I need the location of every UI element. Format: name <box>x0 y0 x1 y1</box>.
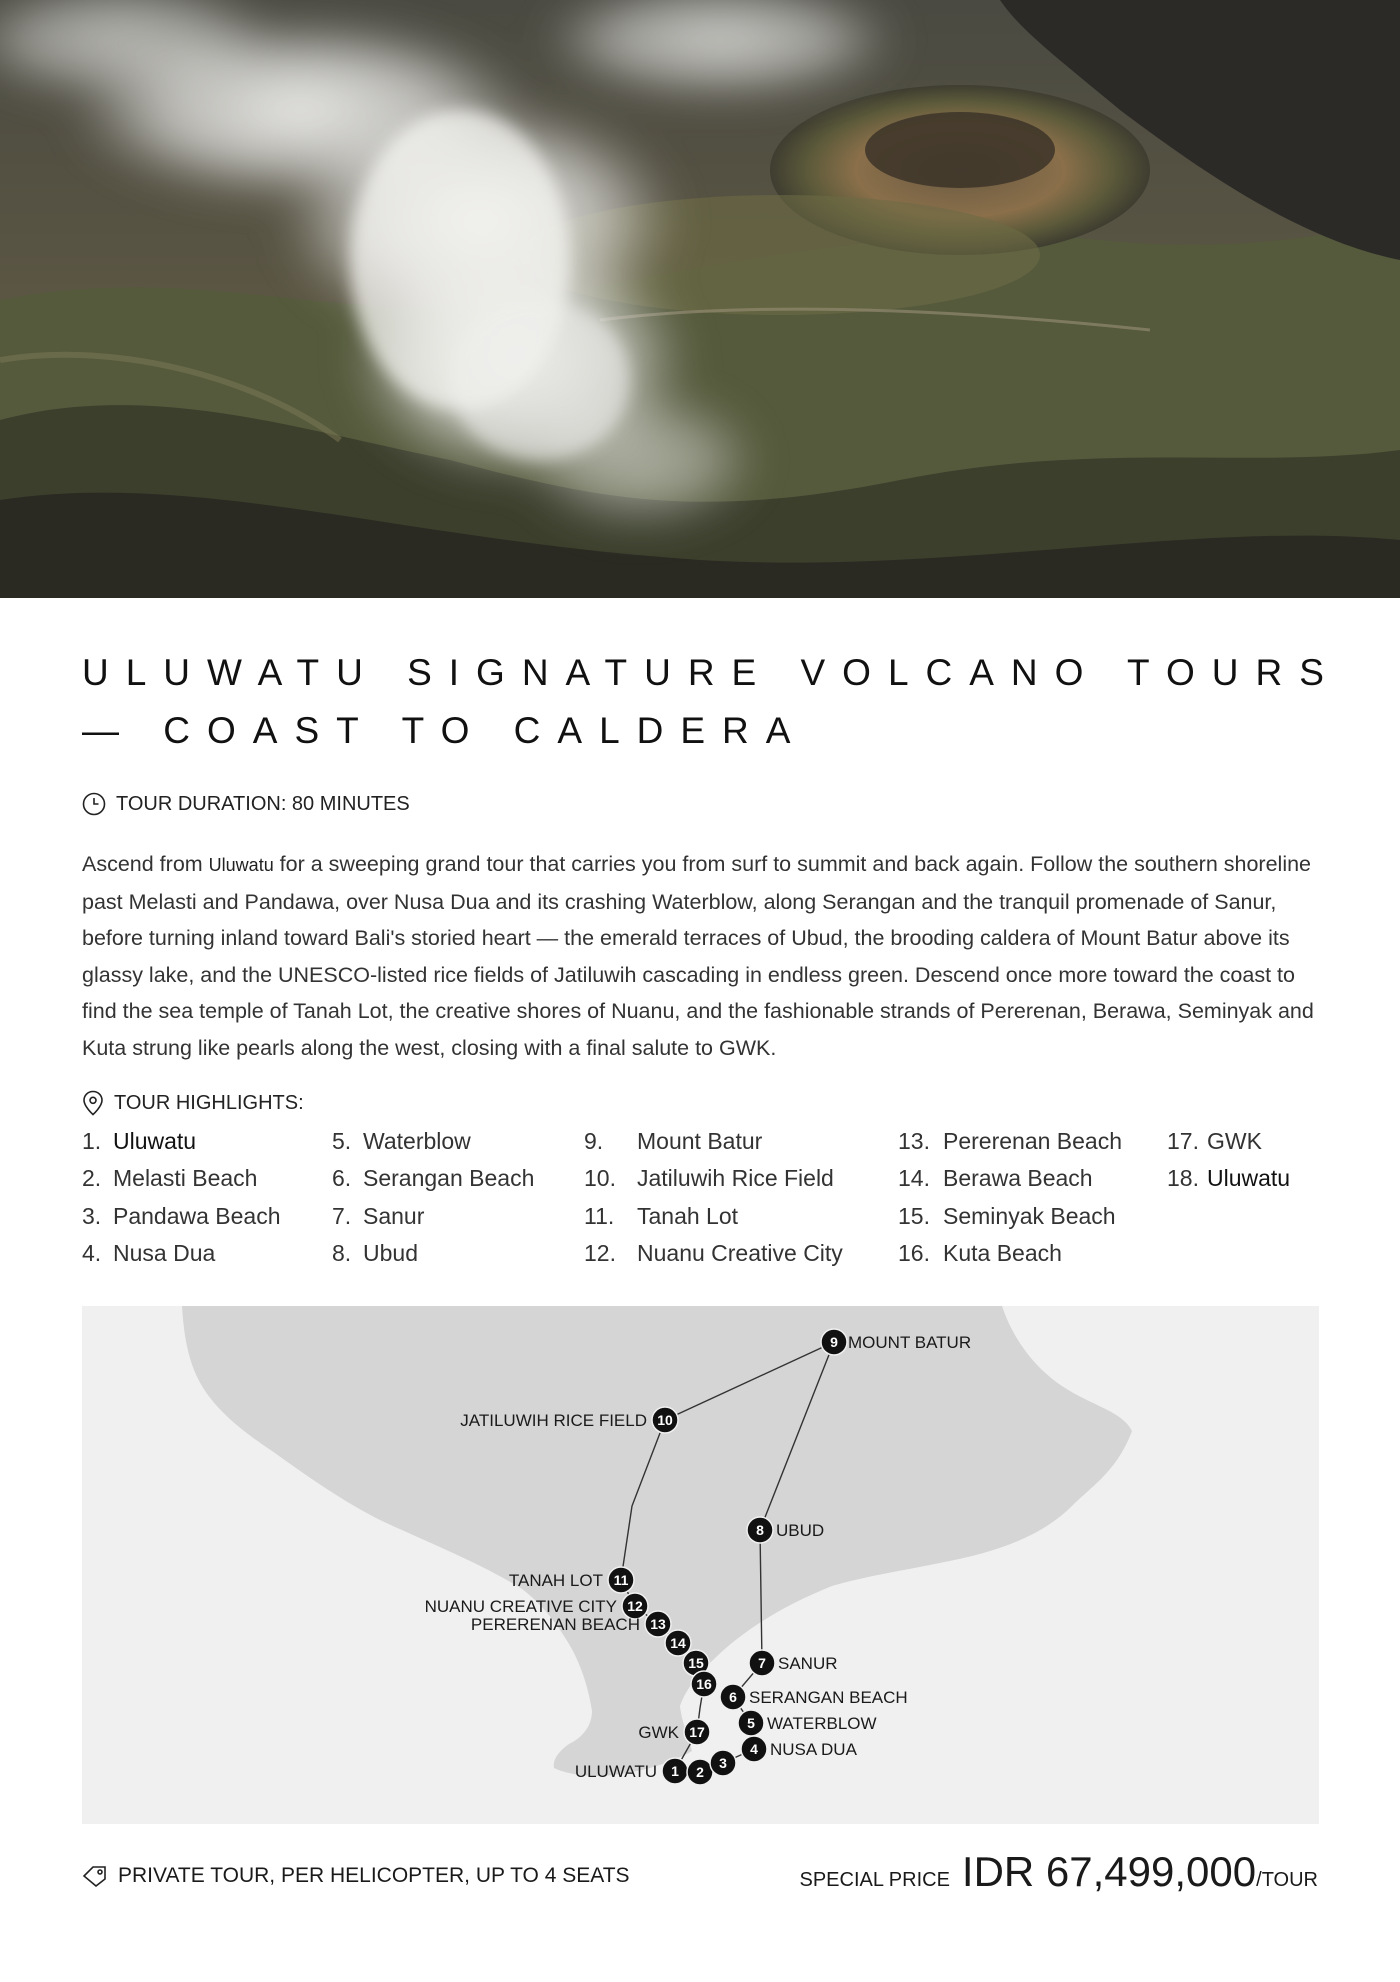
route-stop-label: SANUR <box>778 1654 838 1673</box>
highlight-item: 13. Pererenan Beach <box>898 1128 1123 1154</box>
route-stop-label: ULUWATU <box>574 1762 657 1781</box>
highlight-item: 4. Nusa Dua <box>82 1240 216 1266</box>
route-stop-number: 12 <box>627 1598 643 1614</box>
route-stop <box>460 1407 678 1433</box>
highlight-item: 9. Mount Batur <box>584 1128 763 1154</box>
highlight-item: 7. Sanur <box>332 1203 425 1229</box>
tour-highlights-heading <box>82 1090 304 1116</box>
price-block <box>800 1848 1319 1896</box>
route-stop-number: 15 <box>688 1655 704 1671</box>
route-stop-label: SERANGAN BEACH <box>749 1688 908 1707</box>
route-stop-label: UBUD <box>776 1521 825 1540</box>
route-stop-label: PERERENAN BEACH <box>470 1615 640 1634</box>
highlight-item: 15. Seminyak Beach <box>898 1203 1116 1229</box>
highlight-item: 1. Uluwatu <box>82 1128 197 1154</box>
highlight-item: 5. Waterblow <box>332 1128 471 1154</box>
route-stop <box>747 1517 824 1543</box>
tour-duration-text: TOUR DURATION: 80 MINUTES <box>116 792 410 815</box>
price-unit: /TOUR <box>1256 1869 1318 1891</box>
route-stop-label: TANAH LOT <box>508 1571 603 1590</box>
tour-description <box>82 846 1322 1066</box>
route-stop-label: JATILUWIH RICE FIELD <box>460 1411 647 1430</box>
route-stop-label: MOUNT BATUR <box>848 1333 972 1352</box>
route-stop-number: 14 <box>670 1635 686 1651</box>
route-stop-number: 11 <box>613 1572 629 1588</box>
price-value: IDR 67,499,000 <box>961 1848 1257 1895</box>
highlight-item: 17. GWK <box>1167 1128 1262 1154</box>
highlight-item: 16. Kuta Beach <box>898 1240 1062 1266</box>
highlight-item: 14. Berawa Beach <box>898 1165 1093 1191</box>
route-stop-number: 6 <box>729 1689 737 1705</box>
route-stop-number: 2 <box>696 1764 704 1780</box>
route-stop <box>741 1736 858 1762</box>
route-stop <box>638 1719 710 1745</box>
route-stop-number: 5 <box>747 1715 755 1731</box>
route-stop-number: 1 <box>671 1763 679 1779</box>
route-stop-number: 9 <box>830 1334 838 1350</box>
description-lead: Ascend from <box>82 852 209 876</box>
offer-text: PRIVATE TOUR, PER HELICOPTER, UP TO 4 SEATS <box>118 1864 630 1887</box>
tag-icon <box>82 1865 108 1887</box>
route-stop <box>720 1684 908 1710</box>
route-stop-number: 17 <box>689 1724 705 1740</box>
route-stop-number: 7 <box>758 1655 766 1671</box>
price-label: SPECIAL PRICE <box>799 1869 950 1891</box>
route-stop-number: 16 <box>696 1676 712 1692</box>
volcano-aerial-image <box>0 0 1400 598</box>
route-stop <box>687 1759 713 1785</box>
route-stop <box>710 1750 736 1776</box>
route-stop-number: 10 <box>657 1412 673 1428</box>
description-highlight: Uluwatu <box>208 855 274 875</box>
clock-icon <box>82 792 106 816</box>
route-stop <box>575 1758 688 1784</box>
highlight-item: 12. Nuanu Creative City <box>584 1240 843 1266</box>
bali-island-shape <box>182 1306 1132 1776</box>
route-stop <box>738 1710 877 1736</box>
highlight-item: 18. Uluwatu <box>1167 1165 1291 1191</box>
route-stop <box>665 1630 691 1656</box>
route-stop <box>749 1650 838 1676</box>
route-stop <box>821 1329 971 1355</box>
description-body: for a sweeping grand tour that carries you from surf to summit and back again. Follow the southern shoreline past Melasti and Pandawa, over Nusa Dua and its crashing Waterblow, along Serangan and the tranquil promenade of Sanur, before turning inland toward Bali's storied heart — the emerald terraces of Ubud, the brooding caldera of Mount Batur above its glassy lake, and the UNESCO-listed rice fields of Jatiluwih cascading in endless green. Descend once more toward the coast to find the sea temple of Tanah Lot, the creative shores of Nuanu, and the fashionable strands of Pererenan, Berawa, Seminyak and Kuta strung like pearls along the west, closing with a final salute to GWK. <box>82 852 1314 1060</box>
hero-photo <box>0 0 1400 598</box>
route-stop-number: 3 <box>719 1755 727 1771</box>
tour-highlights-list <box>82 1128 1322 1288</box>
highlight-item: 11. Tanah Lot <box>584 1203 739 1229</box>
route-stop-label: NUSA DUA <box>770 1740 857 1759</box>
route-map-canvas <box>82 1306 1319 1824</box>
page-title: ULUWATU SIGNATURE VOLCANO TOURS — COAST TO CALDERA <box>82 652 1341 751</box>
tour-highlights-label: TOUR HIGHLIGHTS: <box>114 1091 304 1114</box>
location-pin-icon <box>82 1090 104 1116</box>
route-stop-number: 4 <box>750 1741 758 1757</box>
route-stop-label: NUANU CREATIVE CITY <box>424 1597 617 1616</box>
route-stop-label: GWK <box>638 1723 679 1742</box>
offer-details <box>82 1864 630 1888</box>
route-stop-number: 13 <box>650 1616 666 1632</box>
route-stop <box>691 1671 717 1697</box>
highlight-item: 10. Jatiluwih Rice Field <box>584 1165 834 1191</box>
highlight-item: 2. Melasti Beach <box>82 1165 258 1191</box>
route-stop-label: WATERBLOW <box>767 1714 877 1733</box>
route-stop <box>509 1567 634 1593</box>
tour-duration <box>82 792 410 816</box>
highlight-item: 8. Ubud <box>332 1240 418 1266</box>
highlight-item: 6. Serangan Beach <box>332 1165 535 1191</box>
highlight-item: 3. Pandawa Beach <box>82 1203 281 1229</box>
route-stop-number: 8 <box>756 1522 764 1538</box>
route-map <box>82 1306 1319 1824</box>
